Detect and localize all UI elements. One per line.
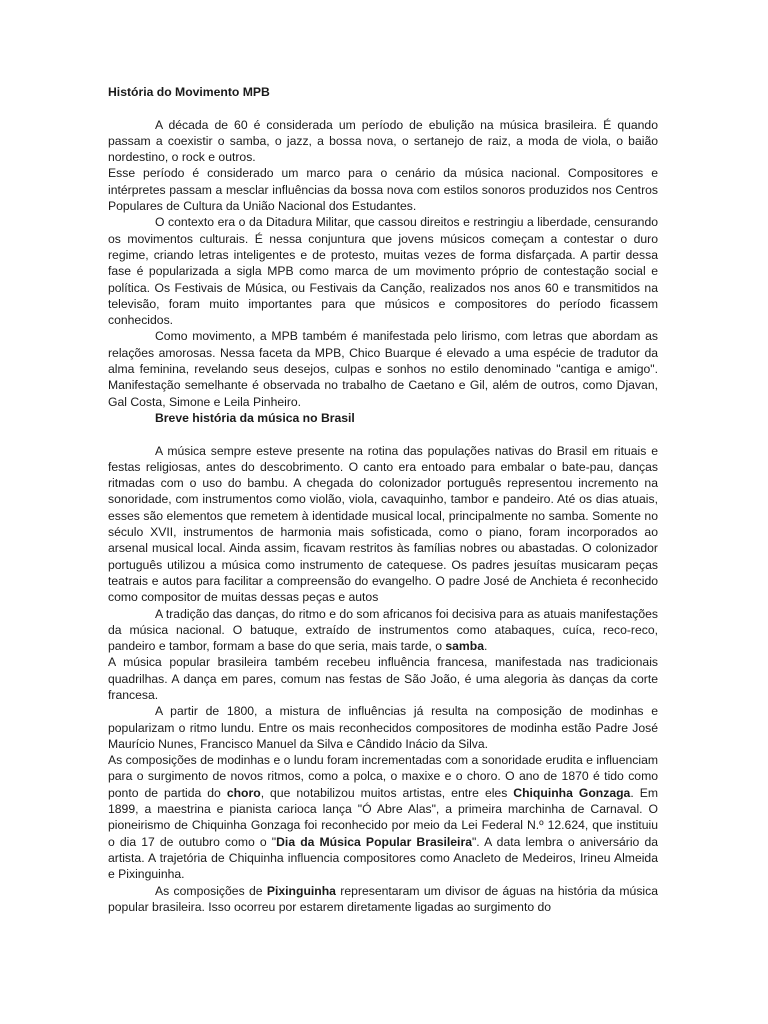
paragraph-text: . Em 1899, a maestrina e pianista carioca lança "Ó Abre Alas", a primeira marchinha de Carnaval. O pioneirismo de Chiquinha Gonzaga foi reconhecido por meio da Lei Federal N.º 12.624, que instituiu o dia 17 de outubro como o ": [108, 785, 658, 849]
paragraph-text: representaram um divisor de águas na história da música popular brasileira. Isso ocorreu por estarem diretamente ligadas ao surgimento do: [108, 883, 658, 914]
paragraph: [108, 606, 658, 655]
paragraph: Como movimento, a MPB também é manifestada pelo lirismo, com letras que abordam as relações amorosas. Nessa faceta da MPB, Chico Buarque é elevado a uma espécie de tradutor da alma feminina, revelando seus desejos, culpas e sonhos no estilo denominado "cantiga e amigo". Manifestação semelhante é observada no trabalho de Caetano e Gil, além de outros, como Djavan, Gal Costa, Simone e Leila Pinheiro.: [108, 329, 658, 409]
section-heading: Breve história da música no Brasil: [155, 410, 355, 425]
paragraph: A música popular brasileira também recebeu influência francesa, manifestada nas tradicionais quadrilhas. A dança em pares, comum nas festas de São João, é uma alegoria às danças da corte francesa.: [108, 655, 658, 702]
bold-term: choro: [226, 785, 261, 800]
paragraph-text: , que notabilizou muitos artistas, entre eles: [260, 785, 514, 800]
bold-term: Pixinguinha: [266, 883, 336, 898]
paragraph-text: ". A data lembra o aniversário da artista. A trajetória de Chiquinha influencia compositores como Anacleto de Medeiros, Irineu Almeida e Pixinguinha.: [108, 834, 658, 882]
bold-term: Dia da Música Popular Brasileira: [276, 834, 472, 849]
document-title: História do Movimento MPB: [108, 85, 270, 99]
bold-term: Chiquinha Gonzaga: [513, 785, 631, 800]
paragraph-text: A tradição das danças, do ritmo e do som africanos foi decisiva para as atuais manifestações da música nacional. O batuque, extraído de instrumentos como atabaques, cuíca, reco-reco, pandeiro e tambor, formam a base do que seria, mais tarde, o: [108, 606, 658, 654]
document-page: [108, 84, 658, 915]
paragraph-text: .: [484, 639, 488, 654]
paragraph-text: As composições de: [155, 883, 267, 898]
paragraph: [108, 752, 658, 882]
paragraph: Esse período é considerado um marco para o cenário da música nacional. Compositores e intérpretes passam a mesclar influências da bossa nova com estilos sonoros produzidos nos Centros Populares de Cultura da União Nacional dos Estudantes.: [108, 166, 658, 214]
paragraph: A década de 60 é considerada um período de ebulição na música brasileira. É quando passam a coexistir o samba, o jazz, a bossa nova, o sertanejo de raiz, a moda de viola, o baião nordestino, o rock e outros.: [108, 117, 658, 165]
paragraph-text: As composições de modinhas e o lundu foram incrementadas com a sonoridade erudita e influenciam para o surgimento de novos ritmos, como a polca, o maxixe e o choro. O ano de 1870 é tido como ponto de partida do: [108, 753, 658, 800]
paragraph: O contexto era o da Ditadura Militar, que cassou direitos e restringiu a liberdade, censurando os movimentos culturais. É nessa conjuntura que jovens músicos começam a contestar o duro regime, criando letras inteligentes e de protesto, muitas vezes de forma disfarçada. A partir dessa fase é popularizada a sigla MPB como marca de um movimento próprio de contestação social e política. Os Festivais de Música, ou Festivais da Canção, realizados nos anos 60 e transmitidos na televisão, foram muito importantes para que músicos e compositores do período ficassem conhecidos.: [108, 215, 658, 328]
paragraph: A música sempre esteve presente na rotina das populações nativas do Brasil em rituais e festas religiosas, antes do descobrimento. O canto era entoado para embalar o bate-pau, danças ritmadas com o uso do bambu. A chegada do colonizador português representou incremento na sonoridade, com instrumentos como violão, viola, cavaquinho, tambor e pandeiro. Até os dias atuais, esses são elementos que remetem à identidade musical local, principalmente no samba. Somente no século XVII, instrumentos de harmonia mais sofisticada, como o piano, foram incorporados ao arsenal musical local. Ainda assim, ficavam restritos às famílias nobres ou abastadas. O colonizador português utilizou a música como instrumento de catequese. Os padres jesuítas musicaram peças teatrais e autos para facilitar a compreensão do evangelho. O padre José de Anchieta é reconhecido como compositor de muitas dessas peças e autos: [108, 443, 658, 605]
paragraph: [108, 883, 658, 916]
paragraph: A partir de 1800, a mistura de influências já resulta na composição de modinhas e popularizam o ritmo lundu. Entre os mais reconhecidos compositores de modinha estão Padre José Maurício Nunes, Francisco Manuel da Silva e Cândido Inácio da Silva.: [108, 704, 658, 751]
bold-term: samba: [445, 639, 484, 654]
